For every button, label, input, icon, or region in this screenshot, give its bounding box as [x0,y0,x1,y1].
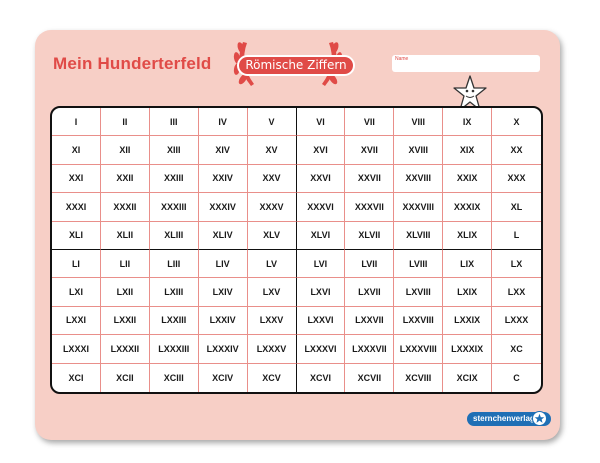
grid-cell: LXIX [443,278,492,306]
grid-cell: XI [52,136,101,164]
grid-cell: XCIX [443,364,492,392]
grid-cell: LVII [345,250,394,278]
grid-cell: XCI [52,364,101,392]
grid-cell: X [492,108,541,136]
grid-cell: XXVII [345,165,394,193]
grid-cell: LXXX [492,307,541,335]
grid-cell: LXVII [345,278,394,306]
grid-cell: XCVIII [394,364,443,392]
grid-cell: XXIV [199,165,248,193]
grid-cell: XV [248,136,297,164]
grid-cell: XLI [52,222,101,250]
grid-cell: L [492,222,541,250]
grid-cell: XXXI [52,193,101,221]
grid-cell: XXV [248,165,297,193]
grid-cell: IX [443,108,492,136]
grid-cell: XXXVIII [394,193,443,221]
grid-cell: LXXIV [199,307,248,335]
grid-cell: XXIX [443,165,492,193]
grid-cell: LXXXIV [199,335,248,363]
grid-cell: XXIII [150,165,199,193]
grid-cell: LXXXIII [150,335,199,363]
grid-cell: XXII [101,165,150,193]
grid-cell: XXXII [101,193,150,221]
grid-cell: LXXXII [101,335,150,363]
grid-cell: LIV [199,250,248,278]
grid-cell: II [101,108,150,136]
grid-cell: LXXI [52,307,101,335]
grid-cell: XL [492,193,541,221]
grid-cell: LXIV [199,278,248,306]
hundred-grid [50,106,543,394]
grid-cell: LX [492,250,541,278]
grid-cell: XXX [492,165,541,193]
grid-cell: XLVIII [394,222,443,250]
grid-cell: XIII [150,136,199,164]
grid-cell: XXXIII [150,193,199,221]
star-logo-icon [532,411,547,426]
grid-cell: LXII [101,278,150,306]
grid-cell: LXXXVIII [394,335,443,363]
grid-cell: LXIII [150,278,199,306]
grid-cell: XX [492,136,541,164]
grid-cell: LIII [150,250,199,278]
grid-cell: LXXVIII [394,307,443,335]
grid-cell: VIII [394,108,443,136]
grid-cell: V [248,108,297,136]
grid-cell: IV [199,108,248,136]
grid-cell: LXXIII [150,307,199,335]
grid-cell: LVIII [394,250,443,278]
grid-cell: LXXXV [248,335,297,363]
grid-cell: LXXV [248,307,297,335]
grid-cell: LV [248,250,297,278]
grid-cell: XLII [101,222,150,250]
grid-cell: XCV [248,364,297,392]
grid-cell: VI [297,108,346,136]
grid-cell: XVIII [394,136,443,164]
grid-cell: XXXIX [443,193,492,221]
grid-cell: XXXV [248,193,297,221]
grid-cell: LXI [52,278,101,306]
grid-cell: LXXXIX [443,335,492,363]
grid-cell: I [52,108,101,136]
grid-cell: III [150,108,199,136]
grid-cell: LIX [443,250,492,278]
grid-cell: XIX [443,136,492,164]
grid-cell: XCII [101,364,150,392]
grid-cell: LII [101,250,150,278]
grid-cell: XVII [345,136,394,164]
grid-cell: XLIV [199,222,248,250]
grid-cell: XXVI [297,165,346,193]
grid-cell: XXI [52,165,101,193]
grid-cell: XLIII [150,222,199,250]
grid-cell: XVI [297,136,346,164]
grid-cell: LXXIX [443,307,492,335]
publisher-logo: sternchenverlag [467,412,551,426]
grid-cell: LXXXVI [297,335,346,363]
grid-cell: LXXVII [345,307,394,335]
grid-cell: LXXXI [52,335,101,363]
grid-cell: LVI [297,250,346,278]
grid-cell: XXXIV [199,193,248,221]
grid-cell: LXVI [297,278,346,306]
topic-badge: Römische Ziffern [237,55,355,76]
name-field[interactable] [392,55,540,72]
grid-cell: C [513,372,520,383]
grid-cell: XCVI [297,364,346,392]
grid-cell: XLVII [345,222,394,250]
grid-cell: LXV [248,278,297,306]
grid-cell: LXX [492,278,541,306]
grid-cell: LXXII [101,307,150,335]
grid-cell: XII [101,136,150,164]
grid-cell: XIV [199,136,248,164]
page-title: Mein Hunderterfeld [53,54,212,73]
grid-cell: XC [492,335,541,363]
grid-cell: LXXXVII [345,335,394,363]
name-label: Name [395,56,409,62]
grid-cell: XXXVI [297,193,346,221]
grid-cell: XCIII [150,364,199,392]
grid-cell: VII [345,108,394,136]
worksheet-board [35,30,560,440]
grid-cell: XLIX [443,222,492,250]
grid-cell: XCVII [345,364,394,392]
grid-cell: XLV [248,222,297,250]
grid-cell: XXXVII [345,193,394,221]
grid-cell: LI [52,250,101,278]
grid-cell: LXXVI [297,307,346,335]
grid-cell: LXVIII [394,278,443,306]
grid-cell: XLVI [297,222,346,250]
grid-cell: XXVIII [394,165,443,193]
grid-cell: XCIV [199,364,248,392]
